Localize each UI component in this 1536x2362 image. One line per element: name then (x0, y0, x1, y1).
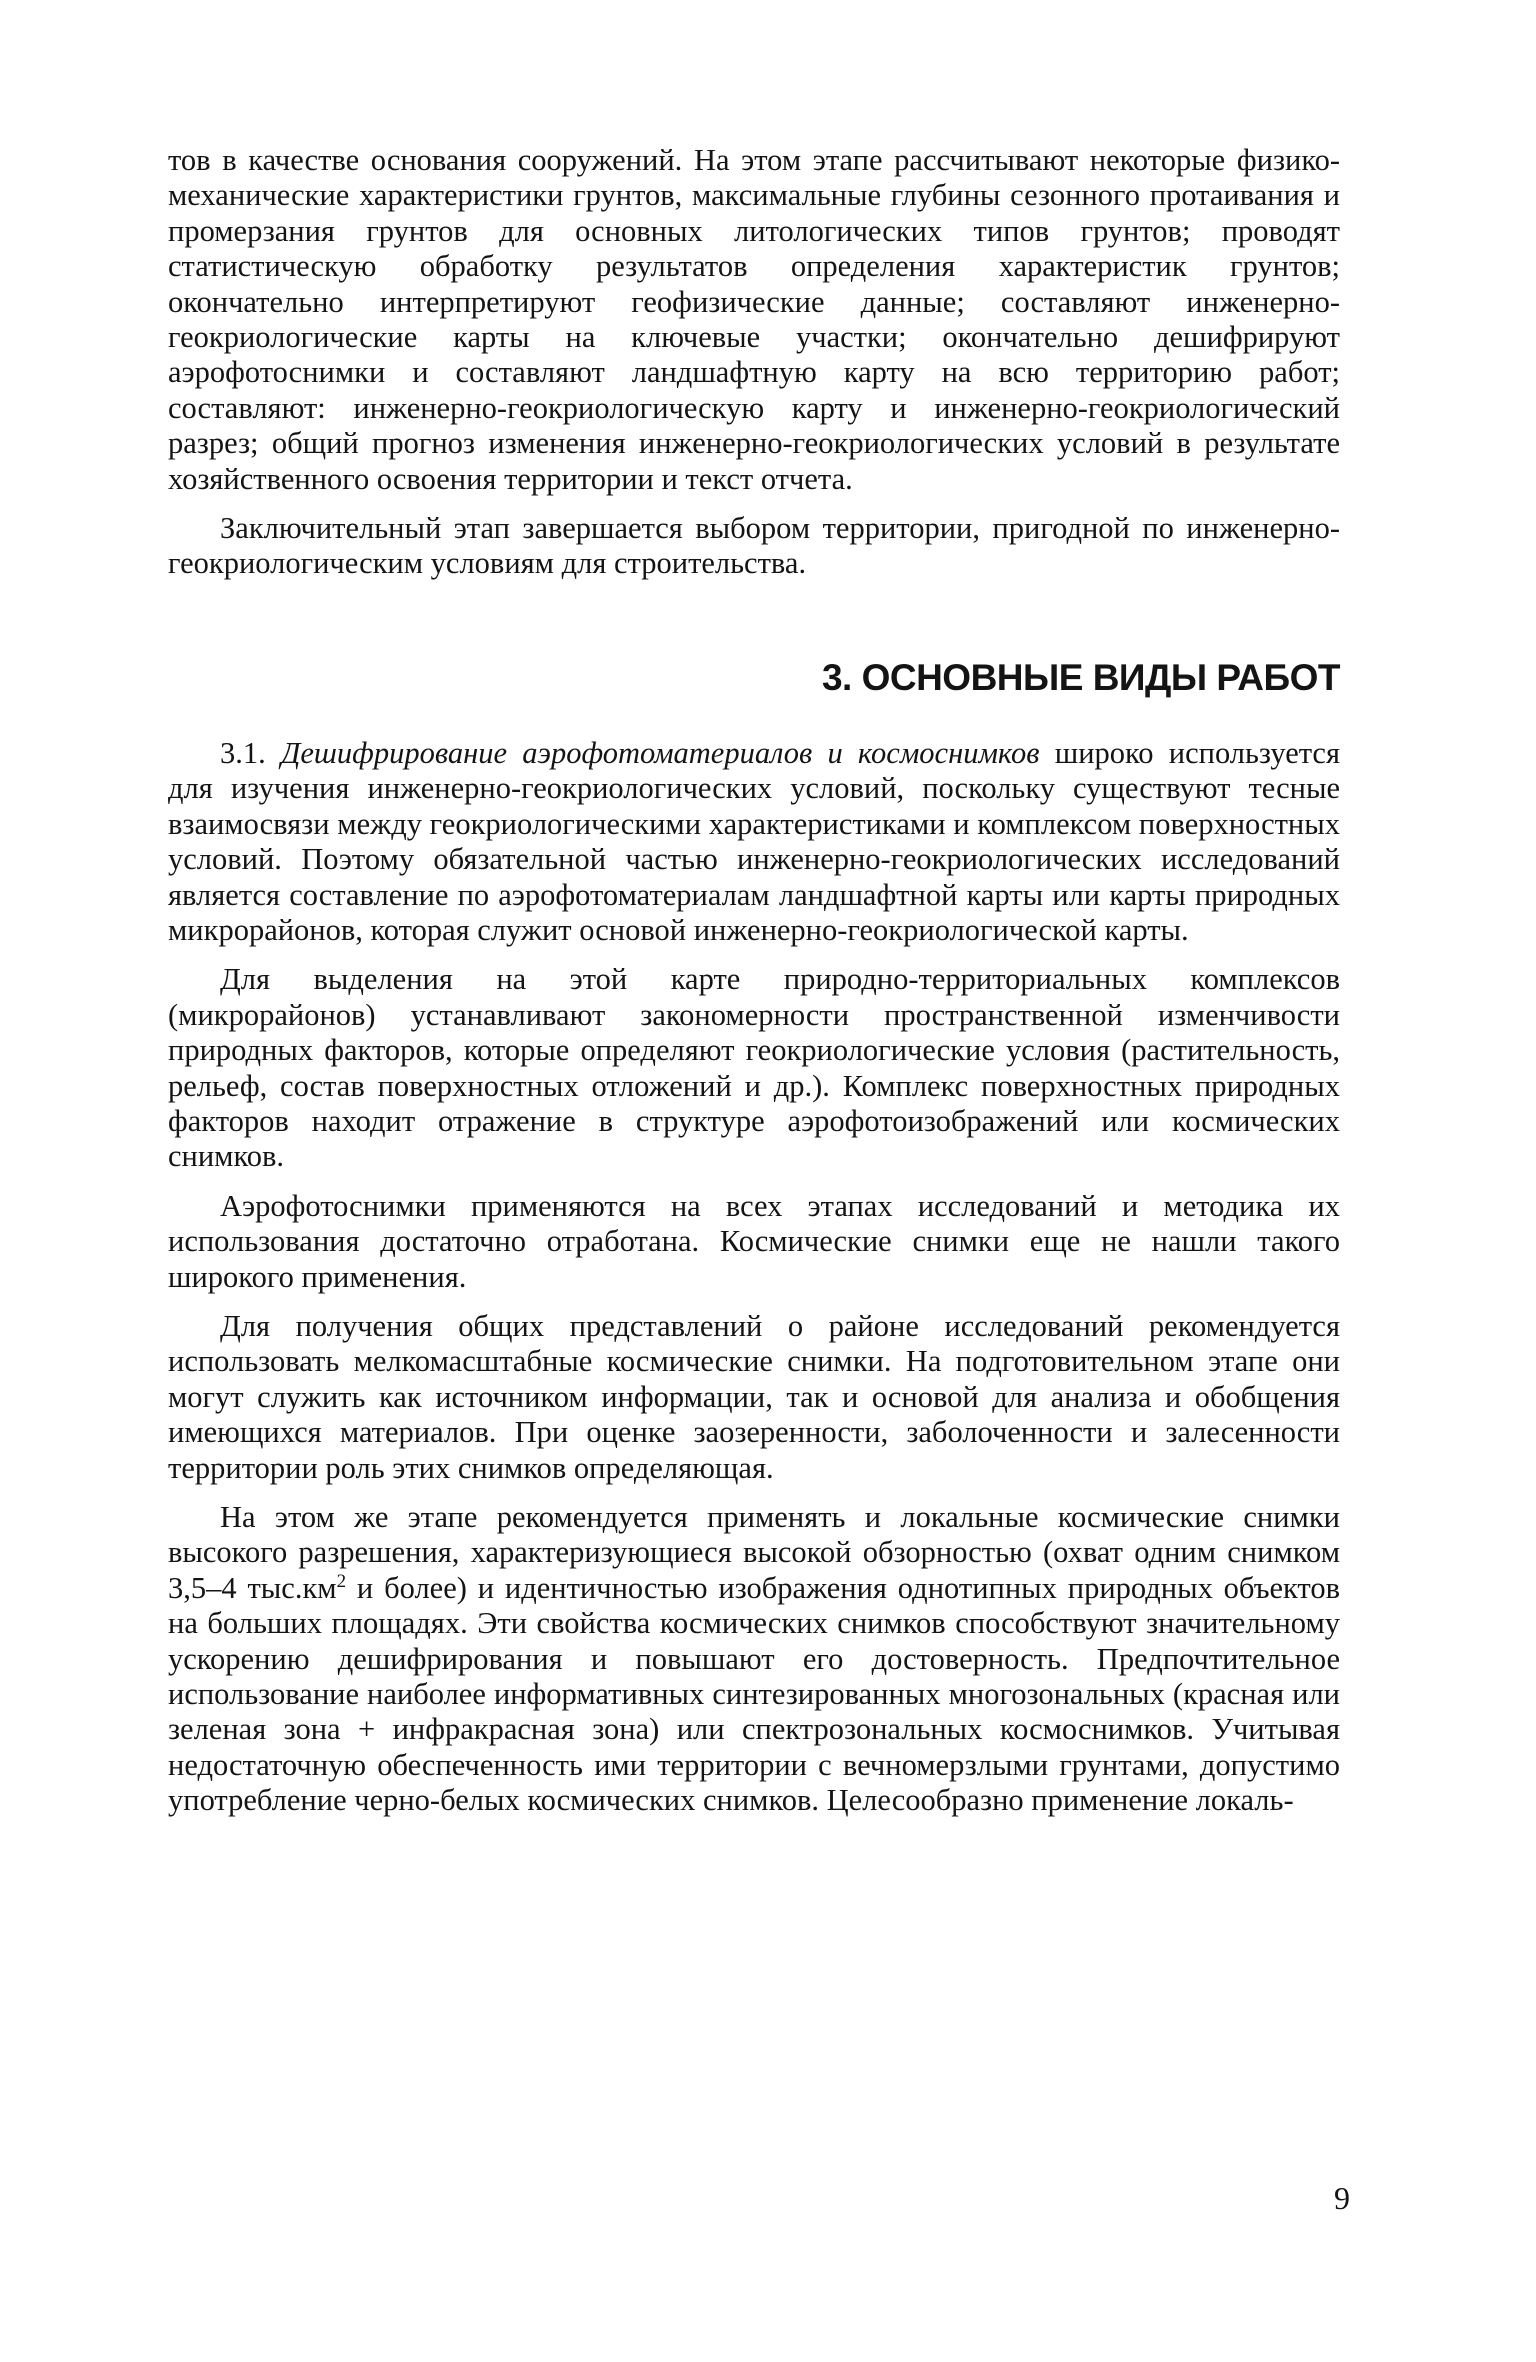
paragraph-text: На этом же этапе рекомендуется применять и локальные космические снимки высокого разрешения, характеризующиеся высокой обзорностью (охват одним снимком 3,5–4 тыс.км (168, 1500, 1340, 1605)
section-heading: 3. ОСНОВНЫЕ ВИДЫ РАБОТ (821, 656, 1340, 698)
paragraph-subsection-intro (168, 736, 1340, 948)
paragraph-with-superscript (168, 1500, 1340, 1819)
subsection-title: Дешифрирование аэрофотоматериалов и космоснимков (280, 735, 1040, 770)
superscript: 2 (336, 1570, 347, 1592)
subsection-number: 3.1. (220, 735, 266, 770)
paragraph: Аэрофотоснимки применяются на всех этапах исследований и методика их использования достаточно отработана. Космические снимки еще не нашли такого широкого применения. (168, 1188, 1340, 1294)
paragraph-text: широко используется для изучения инженерно-геокриологических условий, поскольку существуют тесные взаимосвязи между геокриологическими характеристиками и комплексом поверхностных условий. Поэтому обязательной частью инженерно-геокриологических исследований является составление по аэрофотоматериалам ландшафтной карты или карты природных микрорайонов, которая служит основой инженерно-геокриологической карты. (168, 735, 1340, 947)
paragraph: Для получения общих представлений о районе исследований рекомендуется использовать мелкомасштабные космические снимки. На подготовительном этапе они могут служить как источником информации, так и основой для анализа и обобщения имеющихся материалов. При оценке заозеренности, заболоченности и залесенности территории роль этих снимков определяющая. (168, 1308, 1340, 1485)
paragraph-text: и более) и идентичностью изображения однотипных природных объектов на больших площадях. Эти свойства космических снимков способствуют значительному ускорению дешифрирования и повышают его достоверность. Предпочтительное использование наиболее информативных синтезированных многозональных (красная или зеленая зона + инфракрасная зона) или спектрозональных космоснимков. Учитывая недостаточную обеспеченность ими территории с вечномерзлыми грунтами, допустимо употребление черно-белых космических снимков. Целесообразно применение локаль- (168, 1570, 1340, 1818)
page-number: 9 (1334, 2180, 1350, 2216)
paragraph: Для выделения на этой карте природно-территориальных комплексов (микрорайонов) устанавливают закономерности пространственной изменчивости природных факторов, которые определяют геокриологические условия (растительность, рельеф, состав поверхностных отложений и др.). Комплекс поверхностных природных факторов находит отражение в структуре аэрофотоизображений или космических снимков. (168, 962, 1340, 1174)
paragraph: Заключительный этап завершается выбором территории, пригодной по инженерно-геокриологическим условиям для строительства. (168, 511, 1340, 581)
paragraph: тов в качестве основания сооружений. На этом этапе рассчитывают некоторые физико-механические характеристики грунтов, максимальные глубины сезонного протаивания и промерзания грунтов для основных литологических типов грунтов; проводят статистическую обработку результатов определения характеристик грунтов; окончательно интерпретируют геофизические данные; составляют инженерно-геокриологические карты на ключевые участки; окончательно дешифрируют аэрофотоснимки и составляют ландшафтную карту на всю территорию работ; составляют: инженерно-геокриологическую карту и инженерно-геокриологический разрез; общий прогноз изменения инженерно-геокриологических условий в результате хозяйственного освоения территории и текст отчета. (168, 143, 1340, 496)
text-column (168, 143, 1340, 1833)
